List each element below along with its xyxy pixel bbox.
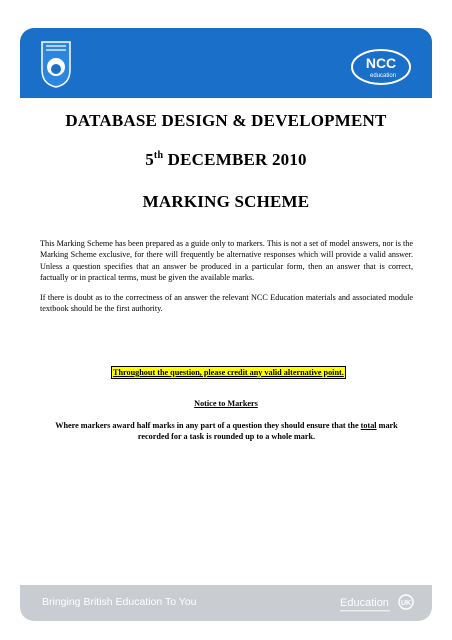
marks-note-text-1: Where markers award half marks in any part of a question they should ensure that the bbox=[55, 421, 361, 430]
ncc-logo-text: NCC bbox=[365, 55, 397, 71]
education-uk-logo bbox=[340, 592, 416, 616]
marks-rounding-note bbox=[40, 420, 413, 443]
marks-note-text-2: mark recorded for a task is rounded up to a whole mark. bbox=[137, 421, 398, 442]
ncc-education-logo bbox=[350, 48, 412, 86]
date-day: 5 bbox=[145, 150, 154, 169]
date-month-year: DECEMBER 2010 bbox=[163, 150, 307, 169]
highlighted-note: Throughout the question, please credit any valid alternative point. bbox=[113, 368, 344, 377]
document-title: MARKING SCHEME bbox=[142, 192, 310, 211]
notice-heading: Notice to Markers bbox=[194, 399, 258, 408]
footer-logo-badge: UK bbox=[400, 600, 412, 607]
ncc-logo-subtext: education bbox=[369, 73, 397, 79]
course-title: DATABASE DESIGN & DEVELOPMENT bbox=[65, 111, 387, 130]
footer-tagline: Bringing British Education To You bbox=[42, 596, 197, 608]
exam-date bbox=[0, 150, 452, 170]
footer-logo-text: Education bbox=[340, 597, 389, 609]
intro-paragraph: This Marking Scheme has been prepared as a guide only to markers. This is not a set of model answers, nor is the Marking Scheme exclusive, for there will frequently be alternative responses which will provide a valid answer. Unless a question specifies that an answer be produced in a particular form, then an answer that is correct, factually or in practical terms, must be given the available marks. bbox=[40, 239, 413, 282]
authority-paragraph: If there is doubt as to the correctness of an answer the relevant NCC Education materials and associated module textbook should be the first authority. bbox=[40, 293, 413, 314]
marks-note-underlined: total bbox=[360, 421, 377, 430]
ncc-shield-logo-icon bbox=[40, 40, 72, 88]
date-suffix: th bbox=[153, 150, 164, 161]
